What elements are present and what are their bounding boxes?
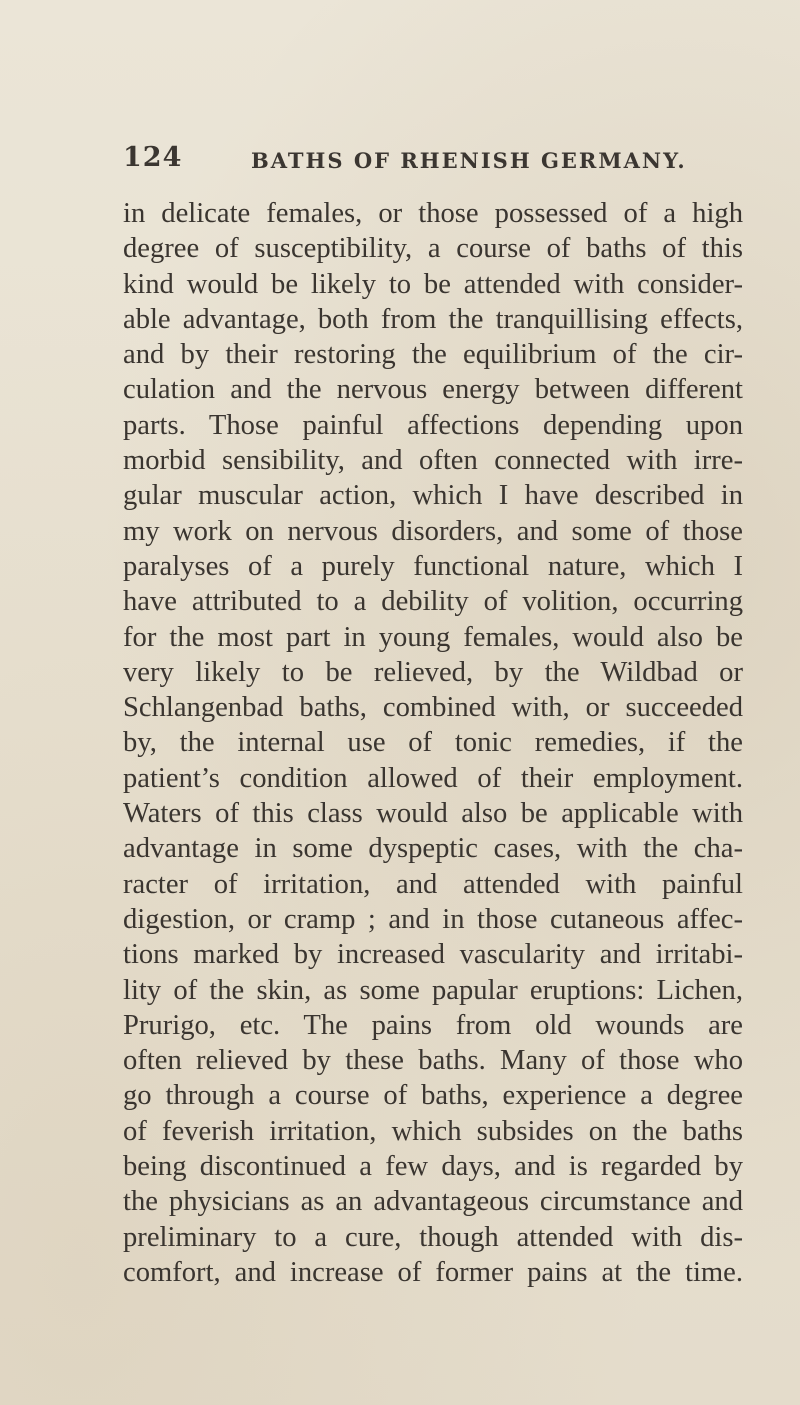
text-line: Prurigo, etc. The pains from old wounds are: [123, 1009, 743, 1041]
page-number: 124: [123, 142, 183, 173]
text-line: advantage in some dyspeptic cases, with the cha-: [123, 833, 743, 865]
text-line: morbid sensibility, and often connected with irre-: [123, 445, 743, 477]
text-line: and by their restoring the equilibrium of the cir-: [123, 339, 743, 371]
text-line: in delicate females, or those possessed of a high: [123, 198, 743, 229]
text-line: gular muscular action, which I have described in: [123, 480, 743, 512]
text-line: my work on nervous disorders, and some of those: [123, 515, 743, 547]
text-line: of feverish irritation, which subsides on the baths: [123, 1115, 743, 1147]
text-line: paralyses of a purely functional nature, which I: [123, 550, 743, 582]
text-line: racter of irritation, and attended with painful: [123, 868, 743, 900]
text-line: patient’s condition allowed of their employment.: [123, 762, 743, 794]
text-line: often relieved by these baths. Many of those who: [123, 1045, 743, 1077]
text-line: preliminary to a cure, though attended with dis-: [123, 1221, 743, 1253]
text-line: kind would be likely to be attended with consider-: [123, 268, 743, 300]
text-line: by, the internal use of tonic remedies, if the: [123, 727, 743, 759]
text-line: culation and the nervous energy between different: [123, 374, 743, 406]
text-line: very likely to be relieved, by the Wildbad or: [123, 656, 743, 688]
text-line: being discontinued a few days, and is regarded by: [123, 1151, 743, 1183]
text-line: the physicians as an advantageous circumstance and: [123, 1186, 743, 1218]
text-line: degree of susceptibility, a course of baths of this: [123, 233, 743, 265]
text-line: digestion, or cramp ; and in those cutaneous affec-: [123, 903, 743, 935]
text-line: parts. Those painful affections depending upon: [123, 409, 743, 441]
text-line: for the most part in young females, would also be: [123, 621, 743, 653]
text-line: go through a course of baths, experience a degree: [123, 1080, 743, 1112]
text-line: Schlangenbad baths, combined with, or succeeded: [123, 692, 743, 724]
running-head: BATHS OF RHENISH GERMANY.: [251, 148, 687, 173]
text-line: able advantage, both from the tranquillising effects,: [123, 303, 743, 335]
page-header: [123, 138, 743, 182]
text-line: comfort, and increase of former pains at the time.: [123, 1256, 743, 1288]
text-line: Waters of this class would also be applicable with: [123, 798, 743, 830]
body-paragraph: [123, 196, 743, 1290]
text-line: tions marked by increased vascularity and irritabi-: [123, 939, 743, 971]
text-line: lity of the skin, as some papular eruptions: Lichen,: [123, 974, 743, 1006]
text-line: have attributed to a debility of volition, occurring: [123, 586, 743, 618]
